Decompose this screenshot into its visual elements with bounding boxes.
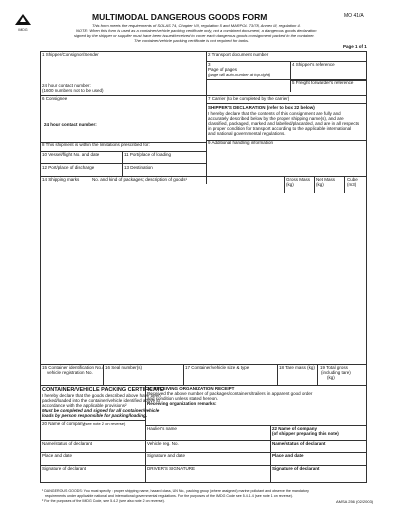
shipper-label: 1 Shipper/Consignor/Sender [42, 52, 99, 57]
cert-company-note: (see note 2 on reverse) [84, 421, 126, 426]
intro-line-3: signed by the shipper or supplier must have been issued/received to cover each dangerous goods consignment packed in the container. [74, 33, 315, 38]
cert-title: CONTAINER/VEHICLE PACKING CERTIFICATE [42, 387, 164, 393]
carrier-label: 7 Carrier (to be completed by the carrier) [208, 96, 290, 101]
container-id-label-2: vehicle registration No. [47, 370, 93, 375]
receipt-remarks: Receiving organization remarks: [147, 401, 217, 406]
sig-date-label: Signature and date [147, 453, 186, 458]
contact-24h-label: 24 hour contact number: [42, 83, 91, 88]
consignee-label: 6 Consignee [42, 96, 68, 101]
box22-signature-label: Signature of declarant [272, 466, 320, 471]
declaration-line-2: accurately described below by the proper shipping name(s), and are [208, 116, 344, 121]
form-title: MULTIMODAL DANGEROUS GOODS FORM [92, 12, 268, 22]
limitations-label: 8 This shipment is within the limitations prescribed for: [42, 142, 150, 147]
contact-24h-bold: 24 hour contact number: [44, 122, 97, 127]
port-loading-label: 11 Port/place of loading [124, 152, 171, 157]
form-code: MO 41/A [344, 13, 364, 19]
imdg-logo-icon [14, 13, 32, 33]
box22-company-label-2: (of shipper preparing this note) [272, 431, 339, 436]
cert-company-label: 20 Name of company [42, 421, 85, 426]
box22-company-label: 22 Name of company [272, 426, 318, 431]
container-id-label: 15 Container identification No./ [42, 365, 104, 370]
contact-note: (1600 numbers not to be used) [42, 88, 104, 93]
packages-desc-label: No. and kind of packages; description of goods¹ [92, 177, 188, 182]
container-size-label: 17 Container/vehicle size & type [185, 365, 250, 370]
gross-mass-unit: (kg) [286, 182, 294, 187]
haulier-label: Haulier's name [147, 426, 177, 431]
page-note: (page will auto-number at top-right) [208, 72, 271, 77]
tare-label: 18 Tare mass (kg) [279, 365, 315, 370]
cert-must: Must be completed and signed for all container/vehicle [42, 408, 160, 413]
intro-line-2: NOTE: When this form is used as a container/vehicle packing certificate only, not a combined document, a dangerous goods declaration [76, 28, 317, 33]
declaration-line-3: classified, packaged, marked and labelled/placarded, and are in all respects [208, 121, 360, 126]
page-num-label: 3 [208, 62, 211, 67]
declaration-line-4: in proper condition for transport according to the applicable international [208, 126, 352, 131]
cube-unit: (m3) [347, 182, 357, 187]
cert-declarant-label: Name/status of declarant [42, 441, 93, 446]
destination-label: 13 Destination [124, 165, 153, 170]
page-of-label: Page of pages [208, 67, 238, 72]
total-gross-label: 19 Total gross [320, 365, 348, 370]
seal-label: 16 Seal number(s) [105, 365, 143, 370]
vehicle-reg-label: Vehicle reg. No. [147, 441, 179, 446]
declaration-title: SHIPPER'S DECLARATION (refer to box 22 below) [208, 105, 315, 110]
driver-sig-label: DRIVER'S SIGNATURE [147, 466, 196, 471]
vessel-label: 10 Vessel/flight No. and date [42, 152, 100, 157]
footnote-1b: requirements under applicable national and international governmental regulations. For the purposes of the IMDG Code see 5.4.1.4 (see note 1 on reverse). [45, 494, 293, 498]
footnote-1: ¹ DANGEROUS GOODS: You must specify : proper shipping name, hazard class, UN No., packing group (where assigned) marine pollutant and observe the mandatory [42, 489, 309, 493]
logo-text: IMDG [18, 28, 28, 32]
receipt-line-1: Received the above number of packages/containers/trailers in apparent good order [147, 391, 313, 396]
cert-line-3: accordance with the applicable provisions² [42, 403, 127, 408]
shipping-marks-label: 14 Shipping marks [42, 177, 80, 182]
box22-declarant-label: Name/status of declarant [272, 441, 326, 446]
cube-label: Cube [347, 177, 358, 182]
receipt-title: 21 RECEIVING ORGANIZATION RECEIPT [147, 386, 235, 391]
page-label: Page 1 of 1 [343, 44, 367, 49]
transport-doc-label: 2 Transport document number [208, 52, 269, 57]
cert-line-1: I hereby declare that the goods described above have been [42, 393, 161, 398]
box22-place-date-label: Place and date [272, 453, 304, 458]
net-mass-label: Net Mass [316, 177, 336, 182]
net-mass-unit: (kg) [316, 182, 324, 187]
receipt-line-2: and condition unless stated hereon. [147, 396, 219, 401]
total-gross-label-3: (kg) [327, 375, 335, 380]
cert-must-2: loads by person responsible for packing/loading. [42, 413, 148, 418]
cert-signature-label: Signature of declarant [42, 466, 87, 471]
additional-info-label: 9 Additional handling information [208, 140, 274, 145]
declaration-line-1: I hereby declare that the contents of this consignment are fully and [208, 111, 341, 116]
cert-line-2: packed/loaded into the container/vehicle identified above in [42, 398, 160, 403]
shipper-ref-label: 4 Shipper's reference [292, 62, 335, 67]
declaration-line-5: and national governmental regulations. [208, 131, 286, 136]
cert-place-date-label: Place and date [42, 453, 73, 458]
forwarder-ref-label: 5 Freight forwarder's reference [292, 80, 354, 85]
gross-mass-label: Gross Mass [286, 177, 311, 182]
footnote-2: ² For the purposes of the IMDG Code, see 5.4.2 (see also note 2 on reverse). [42, 499, 165, 503]
intro-line-1: This form meets the requirements of SOLAS 74, Chapter VII, regulation 5 and MARPOL 73/78, Annex III, regulation 4. [92, 23, 301, 28]
intro-line-4: The container/vehicle packing certificate is not required for tanks. [134, 38, 250, 43]
total-gross-label-2: (including tare) [321, 370, 351, 375]
port-discharge-label: 12 Port/place of discharge [42, 165, 95, 170]
form-ref: AMSA 256 (02/2003) [336, 499, 374, 504]
